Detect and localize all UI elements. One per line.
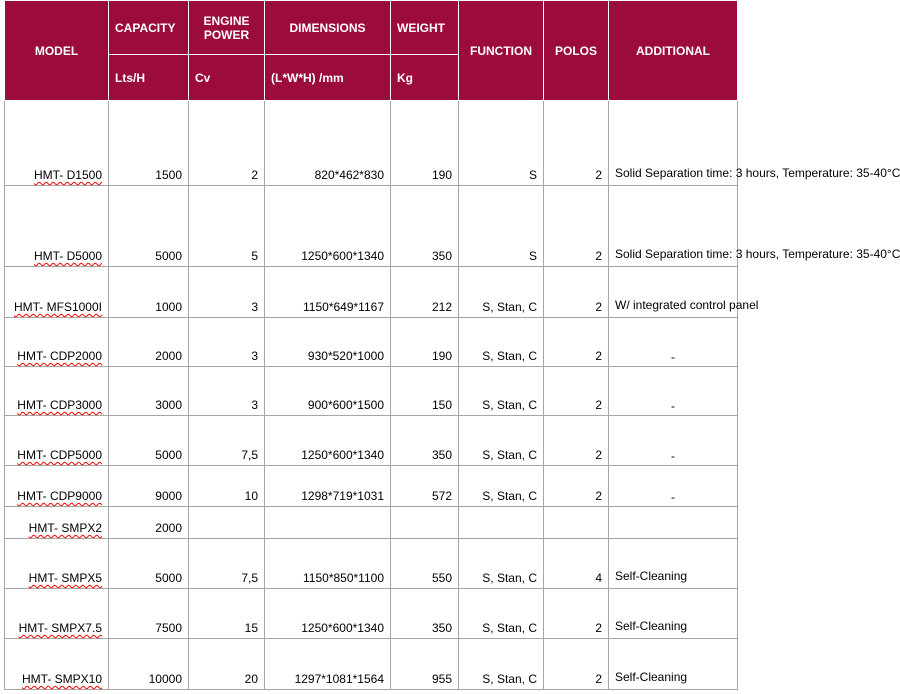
- polos-cell: [544, 507, 609, 539]
- function-cell: S: [459, 101, 544, 186]
- table-row: [5, 639, 738, 690]
- function-cell: S, Stan, C: [459, 589, 544, 639]
- dimensions-cell: 1150*850*1100: [265, 539, 391, 589]
- table-row: [5, 101, 738, 186]
- power-cell: 15: [189, 589, 265, 639]
- header-dimensions-unit: (L*W*H) /mm: [265, 55, 391, 101]
- dimensions-cell: 820*462*830: [265, 101, 391, 186]
- table-row: [5, 539, 738, 589]
- dimensions-cell: 930*520*1000: [265, 318, 391, 367]
- header-engine-power-unit: Cv: [189, 55, 265, 101]
- power-cell: 7,5: [189, 416, 265, 466]
- additional-cell: -: [609, 466, 738, 507]
- weight-cell: [391, 507, 459, 539]
- header-additional: ADDITIONAL: [609, 1, 738, 101]
- polos-cell: 4: [544, 539, 609, 589]
- function-cell: S, Stan, C: [459, 639, 544, 690]
- header-weight-unit: Kg: [391, 55, 459, 101]
- weight-cell: 212: [391, 267, 459, 318]
- power-cell: 3: [189, 318, 265, 367]
- power-cell: 20: [189, 639, 265, 690]
- weight-cell: 150: [391, 367, 459, 416]
- dimensions-cell: 1150*649*1167: [265, 267, 391, 318]
- function-cell: S: [459, 186, 544, 267]
- model-cell: HMT- SMPX10: [5, 639, 109, 690]
- table-row: [5, 466, 738, 507]
- table-row: [5, 507, 738, 539]
- additional-cell: Self-Cleaning: [609, 589, 738, 639]
- capacity-cell: 5000: [109, 186, 189, 267]
- additional-cell: [609, 507, 738, 539]
- header-weight: WEIGHT: [391, 1, 459, 55]
- additional-cell: Self-Cleaning: [609, 539, 738, 589]
- header-polos: POLOS: [544, 1, 609, 101]
- power-cell: 10: [189, 466, 265, 507]
- power-cell: [189, 507, 265, 539]
- dimensions-cell: 1250*600*1340: [265, 186, 391, 267]
- table-row: [5, 267, 738, 318]
- power-cell: 7,5: [189, 539, 265, 589]
- weight-cell: 572: [391, 466, 459, 507]
- model-cell: HMT- CDP3000: [5, 367, 109, 416]
- function-cell: S, Stan, C: [459, 367, 544, 416]
- model-cell: HMT- CDP9000: [5, 466, 109, 507]
- header-engine-power: ENGINE POWER: [189, 1, 265, 55]
- polos-cell: 2: [544, 186, 609, 267]
- additional-cell: -: [609, 318, 738, 367]
- model-cell: HMT- MFS1000I: [5, 267, 109, 318]
- weight-cell: 190: [391, 101, 459, 186]
- polos-cell: 2: [544, 101, 609, 186]
- capacity-cell: 1500: [109, 101, 189, 186]
- model-cell: HMT- CDP5000: [5, 416, 109, 466]
- dimensions-cell: 1297*1081*1564: [265, 639, 391, 690]
- power-cell: 3: [189, 367, 265, 416]
- polos-cell: 2: [544, 466, 609, 507]
- table-row: [5, 186, 738, 267]
- polos-cell: 2: [544, 367, 609, 416]
- function-cell: S, Stan, C: [459, 416, 544, 466]
- additional-cell: Solid Separation time: 3 hours, Temperature: 35-40°C: [609, 186, 738, 267]
- model-cell: HMT- SMPX7.5: [5, 589, 109, 639]
- header-capacity-unit: Lts/H: [109, 55, 189, 101]
- capacity-cell: 2000: [109, 507, 189, 539]
- dimensions-cell: 1250*600*1340: [265, 589, 391, 639]
- additional-cell: W/ integrated control panel: [609, 267, 738, 318]
- dimensions-cell: 1250*600*1340: [265, 416, 391, 466]
- model-cell: HMT- SMPX5: [5, 539, 109, 589]
- table-row: [5, 589, 738, 639]
- dimensions-cell: [265, 507, 391, 539]
- function-cell: S, Stan, C: [459, 539, 544, 589]
- function-cell: S, Stan, C: [459, 267, 544, 318]
- capacity-cell: 5000: [109, 416, 189, 466]
- weight-cell: 350: [391, 416, 459, 466]
- weight-cell: 955: [391, 639, 459, 690]
- table-header: [5, 1, 738, 101]
- additional-cell: -: [609, 367, 738, 416]
- additional-cell: -: [609, 416, 738, 466]
- capacity-cell: 9000: [109, 466, 189, 507]
- header-dimensions: DIMENSIONS: [265, 1, 391, 55]
- function-cell: S, Stan, C: [459, 466, 544, 507]
- additional-cell: Solid Separation time: 3 hours, Temperature: 35-40°C: [609, 101, 738, 186]
- additional-cell: Self-Cleaning: [609, 639, 738, 690]
- weight-cell: 550: [391, 539, 459, 589]
- power-cell: 5: [189, 186, 265, 267]
- weight-cell: 350: [391, 589, 459, 639]
- capacity-cell: 5000: [109, 539, 189, 589]
- header-function: FUNCTION: [459, 1, 544, 101]
- polos-cell: 2: [544, 267, 609, 318]
- polos-cell: 2: [544, 318, 609, 367]
- capacity-cell: 10000: [109, 639, 189, 690]
- polos-cell: 2: [544, 639, 609, 690]
- capacity-cell: 3000: [109, 367, 189, 416]
- model-cell: HMT- SMPX2: [5, 507, 109, 539]
- polos-cell: 2: [544, 589, 609, 639]
- weight-cell: 350: [391, 186, 459, 267]
- capacity-cell: 1000: [109, 267, 189, 318]
- polos-cell: 2: [544, 416, 609, 466]
- table-row: [5, 318, 738, 367]
- spec-table: [4, 0, 900, 690]
- dimensions-cell: 1298*719*1031: [265, 466, 391, 507]
- power-cell: 2: [189, 101, 265, 186]
- table-row: [5, 367, 738, 416]
- model-cell: HMT- D5000: [5, 186, 109, 267]
- power-cell: 3: [189, 267, 265, 318]
- header-model: MODEL: [5, 1, 109, 101]
- model-cell: HMT- CDP2000: [5, 318, 109, 367]
- dimensions-cell: 900*600*1500: [265, 367, 391, 416]
- table-body: [5, 101, 900, 690]
- weight-cell: 190: [391, 318, 459, 367]
- table-row: [5, 416, 738, 466]
- capacity-cell: 7500: [109, 589, 189, 639]
- function-cell: S, Stan, C: [459, 318, 544, 367]
- header-capacity: CAPACITY: [109, 1, 189, 55]
- function-cell: [459, 507, 544, 539]
- capacity-cell: 2000: [109, 318, 189, 367]
- model-cell: HMT- D1500: [5, 101, 109, 186]
